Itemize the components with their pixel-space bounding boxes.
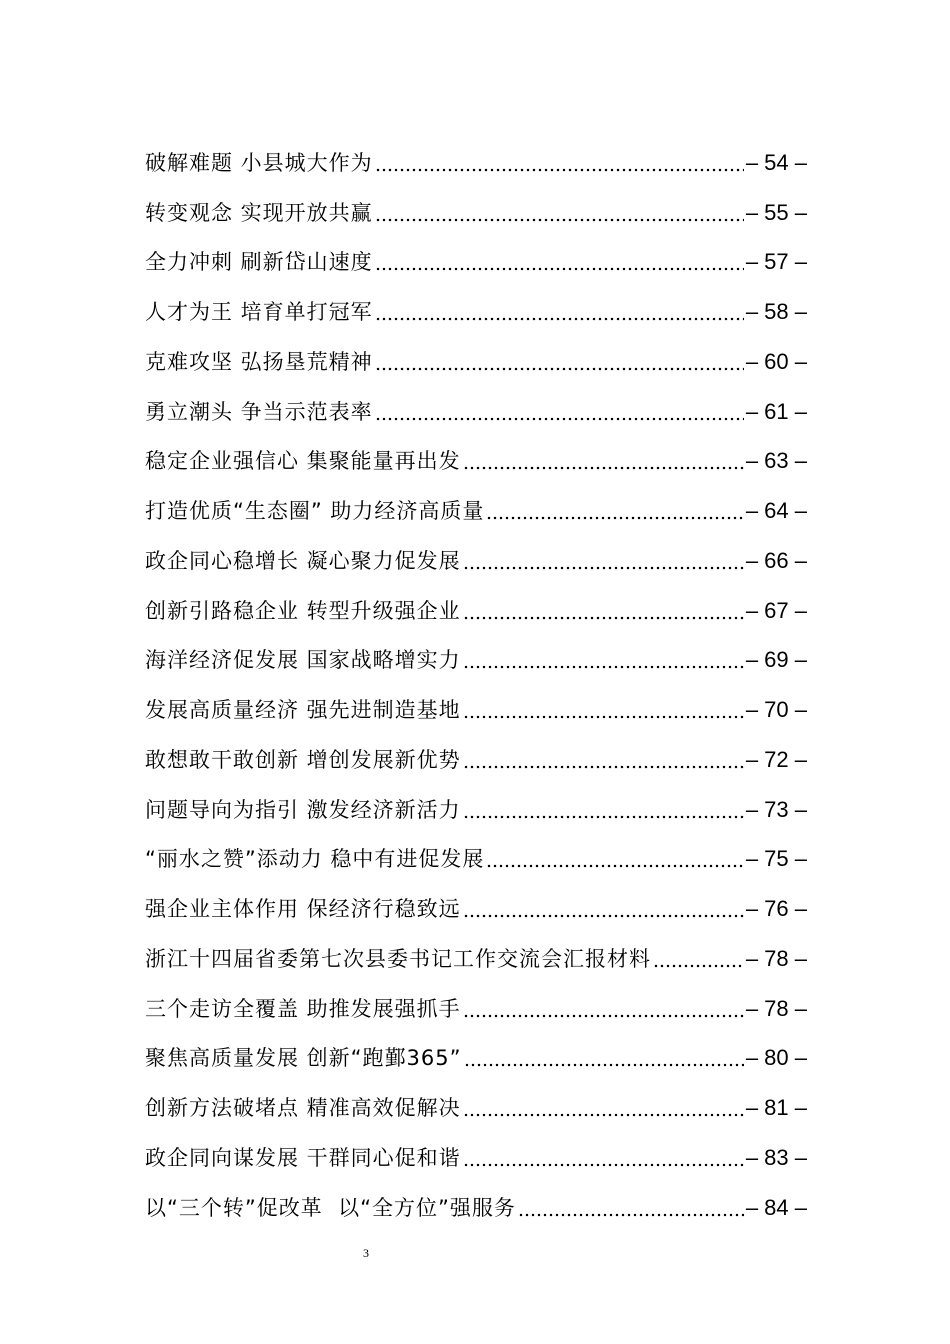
- dot-leader: [375, 315, 744, 323]
- toc-entry-title: 强企业主体作用 保经济行稳致远: [145, 897, 461, 921]
- dot-leader: [463, 464, 744, 472]
- toc-entry-page: – 54 –: [745, 149, 807, 175]
- dot-leader: [486, 862, 743, 870]
- toc-entry[interactable]: [145, 1126, 807, 1176]
- toc-entry-page: – 83 –: [745, 1144, 807, 1170]
- toc-entry-page: – 81 –: [745, 1095, 807, 1120]
- toc-entry-title: 破解难题 小县城大作为: [145, 150, 373, 175]
- toc-entry-page: – 64 –: [745, 498, 807, 523]
- toc-entry[interactable]: [145, 479, 807, 529]
- toc-entry[interactable]: [145, 927, 807, 977]
- toc-entry-title: 政企同向谋发展 干群同心促和谐: [145, 1145, 461, 1170]
- toc-entry[interactable]: [145, 430, 807, 480]
- dot-leader: [375, 365, 744, 373]
- toc-entry-page: – 75 –: [745, 846, 807, 872]
- toc-entry-title: 聚焦高质量发展 创新“跑鄞365”: [145, 1046, 462, 1071]
- toc-entry-title: 全力冲刺 刷新岱山速度: [145, 250, 373, 275]
- toc-entry-title: 浙江十四届省委第七次县委书记工作交流会汇报材料: [145, 946, 651, 971]
- dot-leader: [653, 962, 744, 970]
- dot-leader: [463, 763, 744, 771]
- toc-entry[interactable]: [145, 1027, 807, 1077]
- toc-entry[interactable]: [145, 579, 807, 629]
- toc-entry-page: – 76 –: [745, 896, 807, 921]
- dot-leader: [463, 1161, 744, 1169]
- toc-entry-page: – 84 –: [745, 1194, 807, 1220]
- toc-entry-page: – 78 –: [745, 995, 807, 1021]
- dot-leader: [463, 614, 744, 622]
- dot-leader: [463, 663, 744, 671]
- toc-entry[interactable]: [145, 280, 807, 330]
- toc-entry-page: – 63 –: [745, 448, 807, 474]
- toc-entry-page: – 61 –: [745, 398, 807, 424]
- dot-leader: [463, 1111, 744, 1119]
- dot-leader: [375, 216, 744, 224]
- dot-leader: [518, 1211, 744, 1219]
- toc-entry[interactable]: [145, 380, 807, 430]
- dot-leader: [463, 813, 744, 821]
- toc-entry-title: 创新引路稳企业 转型升级强企业: [145, 598, 461, 623]
- page-number: 3: [363, 1246, 369, 1260]
- toc-entry-page: – 55 –: [745, 199, 807, 225]
- toc-entry-title: 创新方法破堵点 精准高效促解决: [145, 1096, 461, 1120]
- toc-entry-title: 人才为王 培育单打冠军: [145, 300, 373, 324]
- dot-leader: [375, 166, 744, 174]
- toc-entry[interactable]: [145, 529, 807, 579]
- toc-entry-page: – 70 –: [745, 697, 807, 722]
- toc-entry[interactable]: [145, 231, 807, 281]
- toc-entry-page: – 80 –: [745, 1045, 807, 1071]
- toc-entry-page: – 73 –: [745, 796, 807, 822]
- dot-leader: [464, 1061, 744, 1069]
- toc-entry[interactable]: [145, 1176, 807, 1226]
- toc-entry[interactable]: [145, 728, 807, 778]
- toc-entry[interactable]: [145, 977, 807, 1027]
- toc-entry[interactable]: [145, 778, 807, 828]
- toc-entry-page: – 72 –: [745, 746, 807, 772]
- toc-entry[interactable]: [145, 181, 807, 231]
- dot-leader: [375, 415, 744, 423]
- toc-entry[interactable]: [145, 1076, 807, 1126]
- toc-entry-title: 稳定企业强信心 集聚能量再出发: [145, 449, 461, 474]
- toc-entry-page: – 78 –: [745, 945, 807, 971]
- toc-entry-title: 政企同心稳增长 凝心聚力促发展: [145, 548, 461, 573]
- toc-entry-title: 克难攻坚 弘扬垦荒精神: [145, 349, 373, 374]
- toc-entry-title: 三个走访全覆盖 助推发展强抓手: [145, 996, 461, 1021]
- toc-entry-page: – 60 –: [745, 348, 807, 374]
- dot-leader: [463, 1012, 744, 1020]
- dot-leader: [375, 265, 744, 273]
- dot-leader: [463, 713, 744, 721]
- toc-entry[interactable]: [145, 678, 807, 728]
- toc-entry-page: – 66 –: [745, 547, 807, 573]
- toc-entry[interactable]: [145, 131, 807, 181]
- dot-leader: [463, 912, 744, 920]
- toc-entry-title: 转变观念 实现开放共赢: [145, 200, 373, 225]
- toc-entry[interactable]: [145, 877, 807, 927]
- toc-entry-page: – 58 –: [745, 299, 807, 324]
- toc-entry-title: 勇立潮头 争当示范表率: [145, 399, 373, 424]
- toc-entry-page: – 67 –: [745, 597, 807, 623]
- toc-entry-title: 打造优质“生态圈” 助力经济高质量: [145, 499, 485, 523]
- toc-entry[interactable]: [145, 330, 807, 380]
- toc-entry[interactable]: [145, 828, 807, 878]
- toc-entry-title: 海洋经济促发展 国家战略增实力: [145, 648, 461, 673]
- dot-leader: [486, 514, 743, 522]
- toc-entry-page: – 69 –: [745, 647, 807, 673]
- toc-entry[interactable]: [145, 629, 807, 679]
- table-of-contents: [145, 131, 807, 1226]
- toc-entry-page: – 57 –: [745, 249, 807, 275]
- toc-entry-title: 以“三个转”促改革 以“全方位”强服务: [145, 1195, 516, 1220]
- toc-entry-title: “丽水之赞”添动力 稳中有进促发展: [145, 847, 485, 872]
- toc-entry-title: 问题导向为指引 激发经济新活力: [145, 797, 461, 822]
- dot-leader: [463, 564, 744, 572]
- toc-entry-title: 敢想敢干敢创新 增创发展新优势: [145, 747, 461, 772]
- toc-entry-title: 发展高质量经济 强先进制造基地: [145, 698, 461, 722]
